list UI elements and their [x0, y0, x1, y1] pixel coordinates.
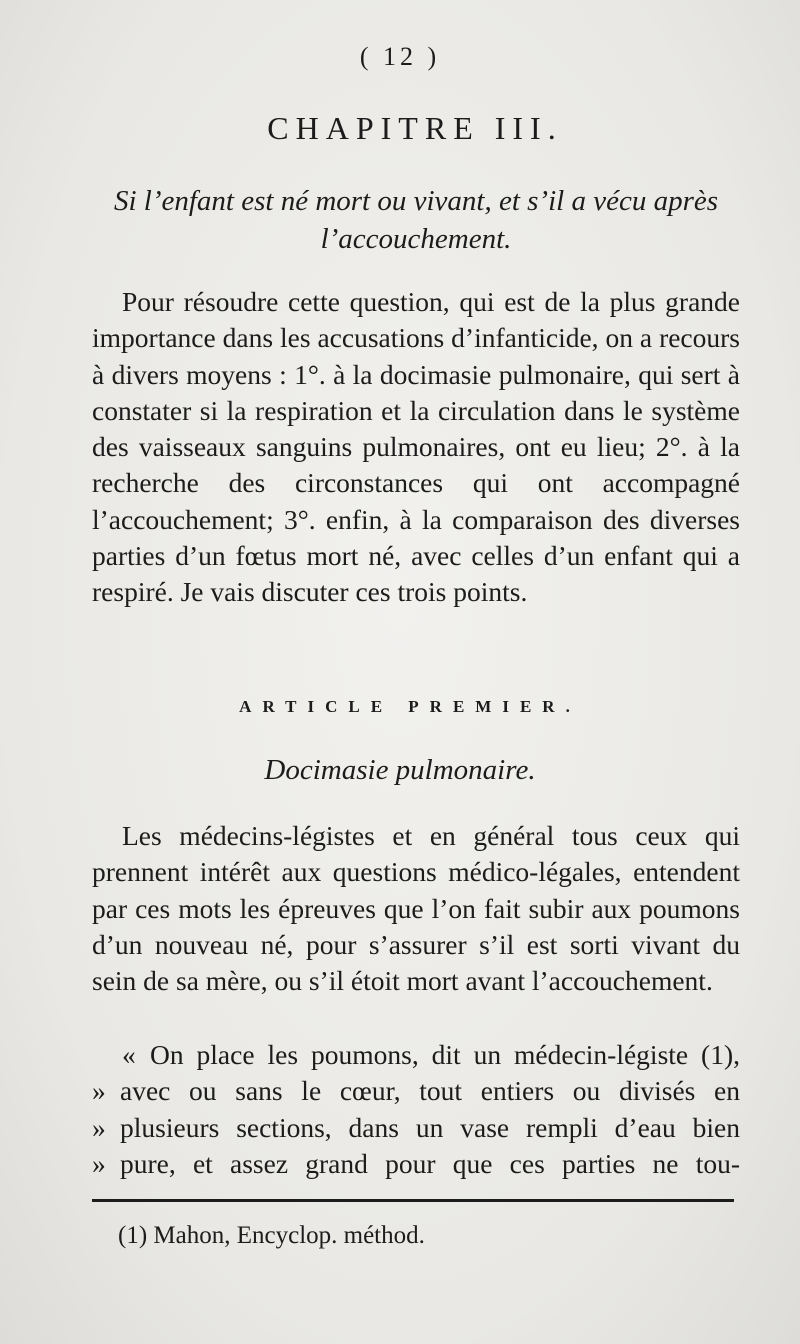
- quotation-block: [92, 1037, 740, 1182]
- quote-mark: «: [122, 1039, 136, 1070]
- paragraph-intro: Pour résoudre cette question, qui est de la plus grande importance dans les accusations d’infanticide, on a recours à divers moyens : 1°. à la docimasie pulmonaire, qui sert à constater si la respiration et la circulation dans le système des vaisseaux sanguins pulmonaires, ont eu lieu; 2°. à la recherche des circonstances qui ont accompagné l’accouchement; 3°. enfin, à la comparaison des diverses parties d’un fœtus mort né, avec celles d’un enfant qui a respiré. Je vais discuter ces trois points.: [92, 286, 740, 608]
- chapter-heading: CHAPITRE III.: [267, 110, 563, 146]
- quote-mark: »: [92, 1111, 106, 1143]
- quote-mark: »: [92, 1075, 106, 1107]
- chapter-subtitle: Si l’enfant est né mort ou vivant, et s’il a vécu après l’accouchement.: [113, 185, 719, 255]
- article-title: Docimasie pulmonaire.: [264, 754, 536, 786]
- page-number: ( 12 ): [359, 42, 441, 71]
- article-heading: ARTICLE PREMIER.: [239, 697, 581, 716]
- footnote-rule: [92, 1199, 734, 1202]
- quote-line: [92, 1073, 740, 1109]
- quote-text: avec ou sans le cœur, tout entiers ou divisés en: [120, 1075, 740, 1107]
- quote-line: [92, 1110, 740, 1146]
- paragraph-definition: Les médecins-légistes et en général tous ceux qui prennent intérêt aux questions médico-légales, entendent par ces mots les épreuves que l’on fait subir aux poumons d’un nouveau né, pour s’assurer s’il est sorti vivant du sein de sa mère, ou s’il étoit mort avant l’accouchement.: [92, 820, 740, 997]
- quote-line: [92, 1146, 740, 1182]
- quote-text: plusieurs sections, dans un vase rempli d’eau bien: [120, 1111, 740, 1143]
- quote-line: [92, 1037, 740, 1073]
- quote-text: pure, et assez grand pour que ces parties ne tou-: [120, 1147, 740, 1179]
- quote-text: On place les poumons, dit un médecin-légiste (1),: [150, 1039, 740, 1070]
- quote-mark: »: [92, 1147, 106, 1179]
- footnote: (1) Mahon, Encyclop. méthod.: [118, 1222, 425, 1249]
